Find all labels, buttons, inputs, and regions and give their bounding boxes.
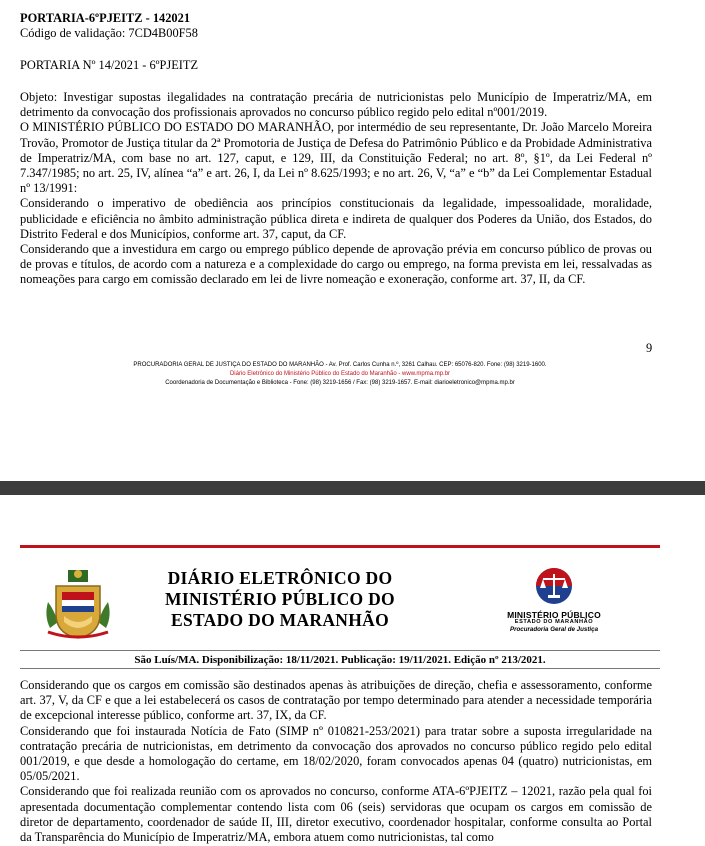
publication-info: São Luís/MA. Disponibilização: 18/11/2021. Publicação: 19/11/2021. Edição nº 213/2021. — [134, 654, 546, 666]
header-red-rule — [20, 545, 660, 548]
pub-rule-top — [20, 650, 660, 651]
header-title-line-2: MINISTÉRIO PÚBLICO DO — [165, 589, 395, 609]
logo-subtitle: Procuradoria Geral de Justiça — [509, 626, 599, 633]
paragraph-ministerio: O MINISTÉRIO PÚBLICO DO ESTADO DO MARANHÃO, por intermédio de seu representante, Dr. João Marcelo Moreira Trovão, Promotor de Justiça titular da 2ª Promotoria de Justiça de Defesa do Patrimônio Público e da Probidade Administrativa de Imperatriz/MA, com base no art. 127, caput, e 129, III, da Constituição Federal; no art. 8º, §1º, da Lei Federal nº 7.347/1985; no art. 25, IV, alínea “a” e art. 26, I, da Lei nº 8.625/1993; e no art. 26, V, “a” e “b” da Lei Complementar Estadual nº 13/1991: — [20, 120, 652, 196]
footer-coordenadoria: Coordenadoria de Documentação e Biblioteca - Fone: (98) 3219-1656 / Fax: (98) 3219-1657. E-mail: diarioeletronico@mpma.mp.br — [165, 380, 515, 386]
header-title-line-1: DIÁRIO ELETRÔNICO DO — [167, 568, 393, 588]
header-title-line-3: ESTADO DO MARANHÃO — [171, 610, 389, 630]
portaria-title: PORTARIA-6ºPJEITZ - 142021 — [20, 11, 191, 25]
page-footer — [60, 361, 620, 388]
mp-logo — [498, 566, 610, 636]
portaria-number: PORTARIA Nº 14/2021 - 6ºPJEITZ — [20, 58, 199, 72]
paragraph-considerando-5: Considerando que foi realizada reunião com os aprovados no concurso, conforme ATA-6ºPJEITZ – 12021, razão pela qual foi apresentada documentação complementar contendo lista com 06 (seis) servidoras que ocupam os cargos em comissão de diretor de departamento, coordenador de saúde II, III, diretor executivo, coordenador hospitalar, conforme consulta ao Portal da Transparência do Município de Imperatriz/MA, embora atuem como nutricionistas, tal como — [20, 784, 652, 845]
page-number: 9 — [646, 341, 653, 355]
diario-header-title — [140, 568, 420, 631]
footer-diario: Diário Eletrônico do Ministério Público do Estado do Maranhão - www.mpma.mp.br — [229, 371, 451, 377]
logo-name: MINISTÉRIO PÚBLICO — [507, 610, 601, 620]
paragraph-considerando-1: Considerando o imperativo de obediência aos princípios constitucionais da legalidade, impessoalidade, moralidade, publicidade e eficiência no âmbito administração pública direta e indireta de qualquer dos Poderes da União, dos Estados, do Distrito Federal e dos Municípios, conforme art. 37, caput, da CF. — [20, 196, 652, 241]
page2-body — [20, 678, 652, 845]
paragraph-considerando-3: Considerando que os cargos em comissão são destinados apenas às atribuições de direção, chefia e assessoramento, conforme art. 37, V, da CF e que a lei estabelecerá os casos de contratação por tempo determinado para atender a necessidade temporária de excepcional interesse público, conforme art. 37, IX, da CF. — [20, 678, 652, 723]
coat-of-arms-icon — [40, 566, 116, 642]
paragraph-considerando-4: Considerando que foi instaurada Notícia de Fato (SIMP nº 010821-253/2021) para tratar sobre a suposta irregularidade na contratação precária de nutricionistas, em detrimento da convocação dos aprovados no concurso público regido pelo edital 001/2019, e que desde a homologação do certame, em 18/02/2020, foram convocados apenas 04 (quatro) nutricionistas, em 05/05/2021. — [20, 723, 652, 784]
paragraph-objeto: Objeto: Investigar supostas ilegalidades na contratação precária de nutricionistas pelo Município de Imperatriz/MA, em detrimento da convocação dos profissionais aprovados no concurso público regido pelo edital nº001/2019. — [20, 90, 652, 120]
logo-state: ESTADO DO MARANHÃO — [514, 619, 594, 625]
paragraph-considerando-2: Considerando que a investidura em cargo ou emprego público depende de aprovação prévia em concurso público de provas ou de provas e títulos, de acordo com a natureza e a complexidade do cargo ou emprego, na forma prevista em lei, ressalvadas as nomeações para cargo em comissão declarado em lei de livre nomeação e exoneração, conforme art. 37, II, da CF. — [20, 242, 652, 287]
pub-rule-bottom — [20, 668, 660, 669]
page-divider — [0, 481, 705, 495]
footer-address: PROCURADORIA GERAL DE JUSTIÇA DO ESTADO DO MARANHÃO - Av. Prof. Carlos Cunha n.º, 3261 Calhau. CEP: 65076-820. Fone: (98) 3219-1600. — [133, 362, 547, 368]
scales-of-justice-icon — [534, 566, 574, 606]
validation-code: Código de validação: 7CD4B00F58 — [20, 26, 198, 40]
page1-body — [20, 90, 652, 288]
